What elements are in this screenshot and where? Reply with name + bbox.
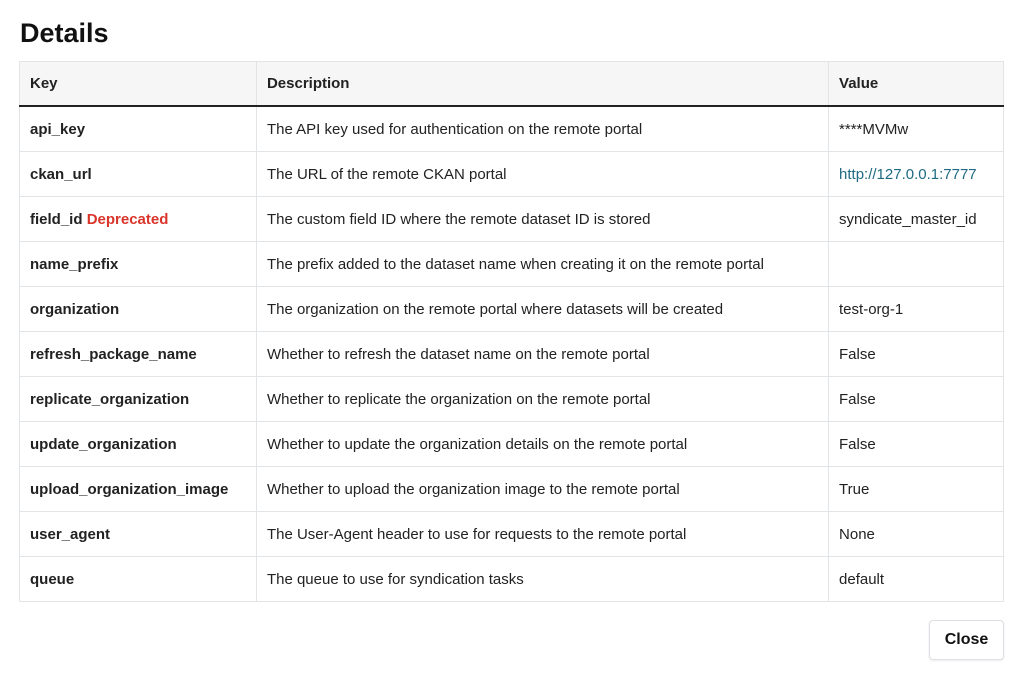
description-text: The prefix added to the dataset name when creating it on the remote portal — [266, 255, 764, 273]
value-cell — [829, 557, 1004, 602]
table-row — [20, 197, 1004, 242]
table-row — [20, 242, 1004, 287]
table-row — [20, 287, 1004, 332]
header-key: Key — [20, 62, 257, 107]
key-cell — [20, 422, 257, 467]
table-row — [20, 106, 1004, 152]
value-text: True — [839, 480, 870, 498]
key-cell — [20, 106, 257, 152]
key-text: ckan_url — [30, 165, 92, 183]
key-text: user_agent — [30, 525, 111, 543]
value-text: None — [839, 525, 875, 543]
key-text: queue — [30, 570, 75, 588]
table-header-row — [20, 62, 1004, 107]
table-row — [20, 467, 1004, 512]
key-cell — [20, 287, 257, 332]
description-text: Whether to refresh the dataset name on the remote portal — [266, 345, 650, 363]
description-cell — [256, 422, 828, 467]
key-text: field_id — [30, 210, 83, 228]
key-cell — [20, 512, 257, 557]
key-text: api_key — [30, 120, 86, 138]
value-text: syndicate_master_id — [839, 210, 977, 228]
value-cell — [829, 467, 1004, 512]
close-button[interactable]: Close — [929, 620, 1004, 660]
description-text: Whether to replicate the organization on the remote portal — [266, 390, 651, 408]
table-row — [20, 512, 1004, 557]
details-table — [19, 61, 1004, 602]
table-row — [20, 332, 1004, 377]
description-text: The User-Agent header to use for requests to the remote portal — [266, 525, 687, 543]
key-cell — [20, 557, 257, 602]
key-cell — [20, 332, 257, 377]
table-row — [20, 557, 1004, 602]
value-cell — [829, 242, 1004, 287]
value-cell — [829, 152, 1004, 197]
table-row — [20, 422, 1004, 467]
dialog-title: Details — [20, 18, 109, 48]
header-description: Description — [256, 62, 828, 107]
description-text: The API key used for authentication on the remote portal — [266, 120, 643, 138]
key-cell — [20, 152, 257, 197]
value-text: ****MVMw — [839, 120, 909, 138]
key-text: replicate_organization — [30, 390, 190, 408]
value-cell — [829, 287, 1004, 332]
value-text: False — [839, 345, 876, 363]
header-value: Value — [829, 62, 1004, 107]
value-cell — [829, 422, 1004, 467]
value-text: test-org-1 — [839, 300, 904, 318]
value-cell — [829, 106, 1004, 152]
description-text: The URL of the remote CKAN portal — [266, 165, 507, 183]
description-cell — [256, 197, 828, 242]
value-text: False — [839, 435, 876, 453]
value-text: False — [839, 390, 876, 408]
value-text: default — [839, 570, 885, 588]
value-cell — [829, 512, 1004, 557]
value-cell — [829, 332, 1004, 377]
key-cell — [20, 197, 257, 242]
description-text: The queue to use for syndication tasks — [266, 570, 524, 588]
key-text: upload_organization_image — [30, 480, 229, 498]
description-cell — [256, 242, 828, 287]
description-cell — [256, 332, 828, 377]
description-cell — [256, 557, 828, 602]
description-cell — [256, 512, 828, 557]
key-text: refresh_package_name — [30, 345, 197, 363]
table-row — [20, 377, 1004, 422]
key-text: organization — [30, 300, 120, 318]
description-cell — [256, 287, 828, 332]
description-cell — [256, 377, 828, 422]
key-text: name_prefix — [30, 255, 119, 273]
key-text: update_organization — [30, 435, 177, 453]
description-text: Whether to update the organization details on the remote portal — [266, 435, 688, 453]
ckan-url-link[interactable]: http://127.0.0.1:7777 — [839, 165, 977, 183]
value-cell — [829, 377, 1004, 422]
description-cell — [256, 467, 828, 512]
key-cell — [20, 467, 257, 512]
key-cell — [20, 377, 257, 422]
value-cell — [829, 197, 1004, 242]
key-cell — [20, 242, 257, 287]
table-row — [20, 152, 1004, 197]
description-text: The organization on the remote portal where datasets will be created — [266, 300, 724, 318]
description-text: The custom field ID where the remote dataset ID is stored — [266, 210, 651, 228]
deprecated-badge: Deprecated — [86, 210, 169, 228]
description-text: Whether to upload the organization image to the remote portal — [266, 480, 680, 498]
description-cell — [256, 106, 828, 152]
description-cell — [256, 152, 828, 197]
